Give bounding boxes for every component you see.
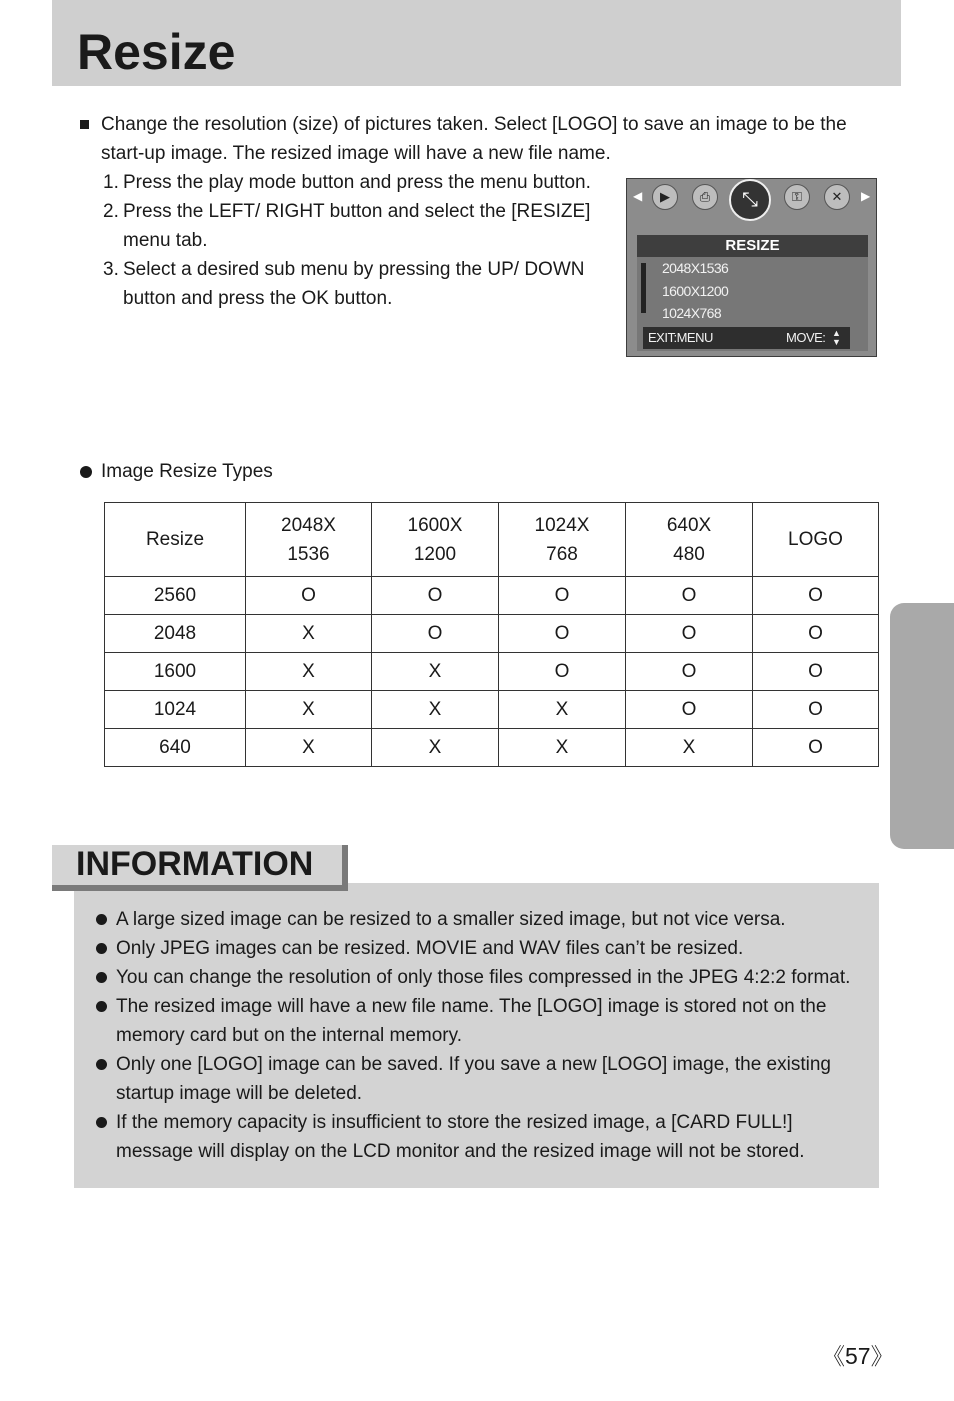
table-row — [105, 615, 879, 653]
table-cell: X — [372, 729, 499, 767]
table-cell: X — [246, 653, 372, 691]
list-item: Only one [LOGO] image can be saved. If you save a new [LOGO] image, the existing startup image will be deleted. — [96, 1050, 856, 1108]
table-cell: 1024 — [105, 691, 246, 729]
chapter-side-tab — [890, 603, 954, 849]
step-number: 1. — [103, 172, 119, 193]
resize-types-text: Image Resize Types — [101, 461, 273, 482]
round-bullet-icon — [96, 1059, 107, 1070]
table-row — [105, 653, 879, 691]
table-header-cell: 1600X 1200 — [372, 503, 499, 577]
table-row — [105, 577, 879, 615]
information-label — [52, 845, 348, 891]
left-arrow-icon: ◀ — [633, 189, 643, 203]
table-cell: X — [499, 691, 626, 729]
table-cell: O — [753, 615, 879, 653]
table-cell: O — [626, 577, 753, 615]
table-cell: O — [372, 615, 499, 653]
slideshow-icon: ▶ — [652, 184, 678, 210]
table-header-cell: 2048X 1536 — [246, 503, 372, 577]
table-cell: 2560 — [105, 577, 246, 615]
step-item — [103, 168, 603, 197]
table-cell: O — [499, 577, 626, 615]
information-title: INFORMATION — [76, 845, 314, 883]
page-number: 《57》 — [822, 1343, 894, 1369]
information-box — [74, 883, 879, 1188]
list-item: You can change the resolution of only those files compressed in the JPEG 4:2:2 format. — [96, 963, 856, 992]
step-item — [103, 197, 603, 255]
round-bullet-icon — [96, 1001, 107, 1012]
lcd-footer — [643, 327, 850, 349]
information-list — [96, 905, 856, 1166]
round-bullet-icon — [80, 466, 92, 478]
camera-lcd-screen — [626, 178, 877, 357]
table-cell: O — [626, 653, 753, 691]
list-item: A large sized image can be resized to a smaller sized image, but not vice versa. — [96, 905, 856, 934]
table-cell: O — [753, 729, 879, 767]
resize-icon: ⤡ — [729, 179, 771, 221]
table-cell: X — [372, 691, 499, 729]
lcd-menu-item: 1024X768 — [662, 305, 722, 321]
page-title: Resize — [77, 24, 236, 80]
table-cell: O — [626, 615, 753, 653]
square-bullet-icon — [80, 120, 89, 129]
steps-list — [103, 168, 603, 313]
table-header-cell: 640X 480 — [626, 503, 753, 577]
table-cell: O — [246, 577, 372, 615]
scrollbar-indicator — [641, 263, 646, 313]
print-icon: ⎙ — [692, 184, 718, 210]
lcd-menu-item: 2048X1536 — [662, 260, 729, 276]
table-cell: O — [753, 577, 879, 615]
table-row — [105, 691, 879, 729]
step-text: Press the play mode button and press the menu button. — [123, 172, 591, 193]
table-cell: O — [499, 615, 626, 653]
intro-lead-text: Change the resolution (size) of pictures taken. Select [LOGO] to save an image to be the start-up image. The resized image will have a new file name. — [101, 114, 847, 164]
table-header-row — [105, 503, 879, 577]
list-item: If the memory capacity is insufficient to store the resized image, a [CARD FULL!] message will display on the LCD monitor and the resized image will not be stored. — [96, 1108, 856, 1166]
round-bullet-icon — [96, 943, 107, 954]
round-bullet-icon — [96, 972, 107, 983]
round-bullet-icon — [96, 1117, 107, 1128]
list-item: Only JPEG images can be resized. MOVIE and WAV files can’t be resized. — [96, 934, 856, 963]
step-text: Select a desired sub menu by pressing the UP/ DOWN button and press the OK button. — [123, 259, 585, 309]
right-arrow-icon: ▶ — [861, 189, 871, 203]
resize-types-heading — [80, 458, 273, 486]
table-cell: 640 — [105, 729, 246, 767]
list-item: The resized image will have a new file name. The [LOGO] image is stored not on the memory card but on the internal memory. — [96, 992, 856, 1050]
table-header-cell: Resize — [105, 503, 246, 577]
table-cell: X — [626, 729, 753, 767]
table-cell: 2048 — [105, 615, 246, 653]
intro-lead — [80, 110, 860, 168]
table-row — [105, 729, 879, 767]
table-cell: X — [499, 729, 626, 767]
title-band — [52, 0, 901, 86]
table-cell: X — [246, 691, 372, 729]
step-number: 2. — [103, 201, 119, 222]
step-item — [103, 255, 603, 313]
table-cell: O — [753, 653, 879, 691]
table-cell: O — [626, 691, 753, 729]
table-cell: X — [372, 653, 499, 691]
table-cell: 1600 — [105, 653, 246, 691]
table-cell: O — [372, 577, 499, 615]
protect-icon: ⚿ — [784, 184, 810, 210]
table-cell: O — [499, 653, 626, 691]
step-text: Press the LEFT/ RIGHT button and select the [RESIZE] menu tab. — [123, 201, 591, 251]
step-number: 3. — [103, 259, 119, 280]
intro-section — [80, 110, 860, 168]
table-cell: X — [246, 615, 372, 653]
table-header-cell: LOGO — [753, 503, 879, 577]
resize-types-table — [104, 502, 879, 767]
table-cell: X — [246, 729, 372, 767]
table-header-cell: 1024X 768 — [499, 503, 626, 577]
table-cell: O — [753, 691, 879, 729]
lcd-menu-item: 1600X1200 — [662, 283, 729, 299]
lcd-exit-hint: EXIT:MENU — [648, 330, 713, 345]
lcd-menu-title: RESIZE — [637, 235, 868, 257]
lcd-move-hint: MOVE: — [786, 330, 826, 345]
delete-icon: ✕ — [824, 184, 850, 210]
up-down-arrow-icon: ▲ ▼ — [832, 328, 841, 347]
round-bullet-icon — [96, 914, 107, 925]
